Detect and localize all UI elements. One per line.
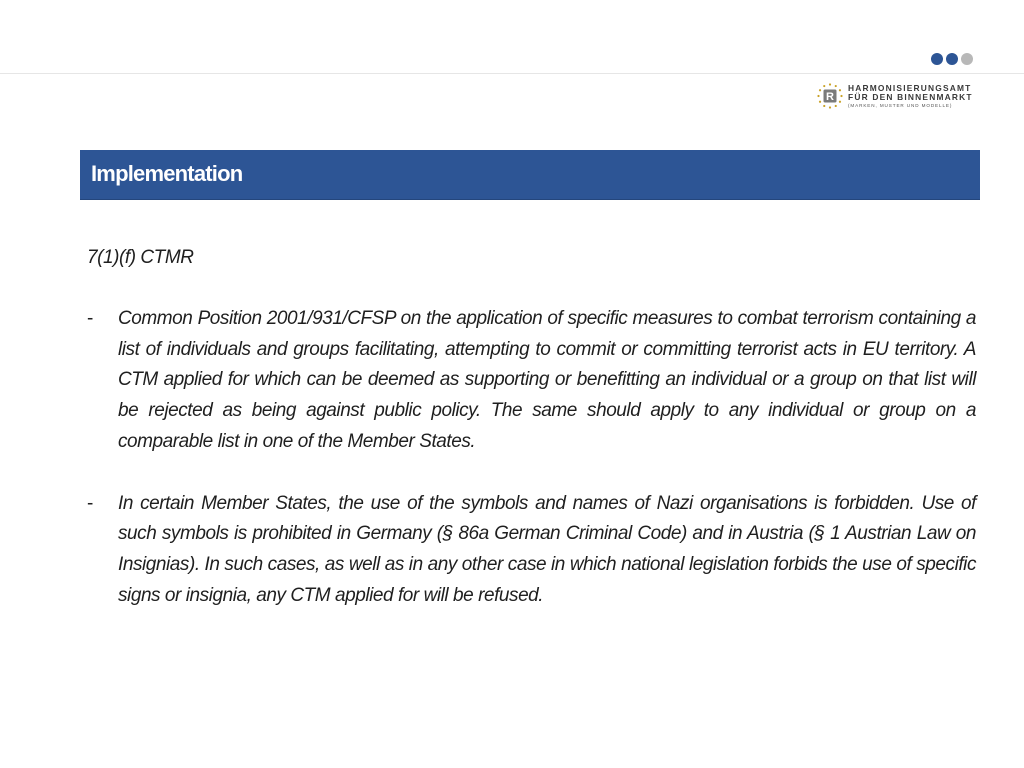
progress-dot-1: [931, 53, 943, 65]
progress-dot-3: [961, 53, 973, 65]
ohim-logo: [816, 82, 980, 112]
slide-body: [87, 243, 976, 642]
logo-line-1: HARMONISIERUNGSAMT: [848, 83, 972, 93]
bullet-dash: -: [87, 492, 93, 514]
header-divider: [0, 73, 1024, 74]
progress-dot-2: [946, 53, 958, 65]
ohim-logo-mark: [816, 82, 844, 110]
bullet-text: Common Position 2001/931/CFSP on the application of specific measures to combat terrorism containing a list of individuals and groups facilitating, attempting to commit or committing terrorist acts in EU territory. A CTM applied for which can be deemed as supporting or benefitting an individual or a group on that list will be rejected as being against public policy. The same should apply to any individual or group on a comparable list in one of the Member States.: [118, 308, 976, 452]
ohim-logo-letter: R: [826, 91, 834, 104]
slide-title-bar: [80, 150, 980, 200]
bullet-item: [87, 304, 976, 458]
bullet-text: In certain Member States, the use of the symbols and names of Nazi organisations is forbidden. Use of such symbols is prohibited in Germany (§ 86a German Criminal Code) and in Austria (§ 1 Austrian Law on Insignias). In such cases, as well as in any other case in which national legislation forbids the use of specific signs or insignia, any CTM applied for will be refused.: [118, 492, 976, 606]
article-reference: 7(1)(f) CTMR: [87, 247, 194, 268]
bullet-dash: -: [87, 308, 93, 329]
logo-line-3: (MARKEN, MUSTER UND MODELLE): [848, 103, 953, 108]
bullet-item: [87, 489, 976, 612]
slide-progress-dots: [931, 53, 973, 65]
slide-title: Implementation: [91, 161, 243, 186]
logo-line-2: FÜR DEN BINNENMARKT: [848, 92, 973, 102]
